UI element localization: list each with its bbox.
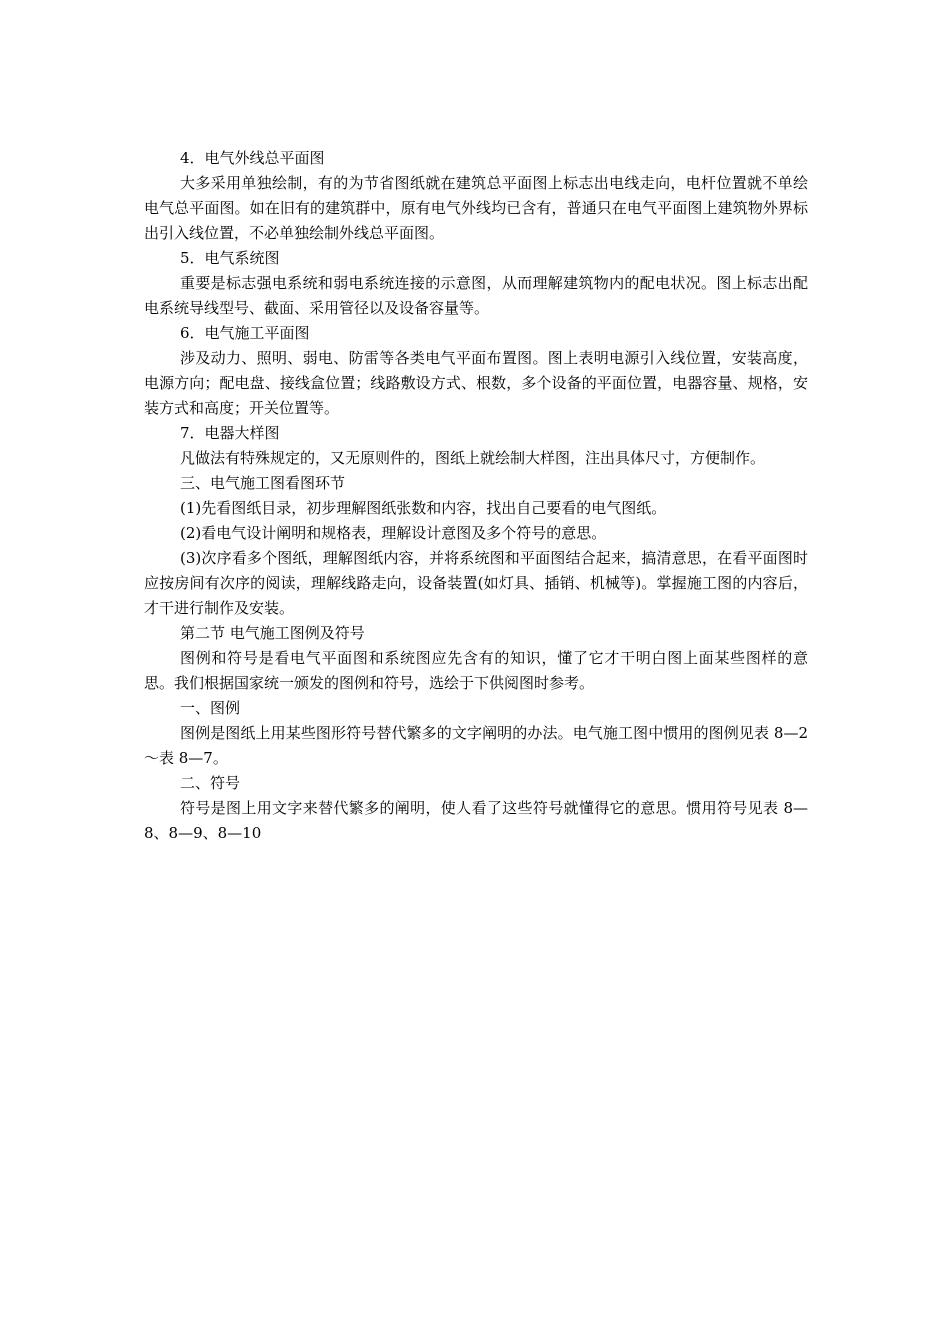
- heading-outdoor-line-plan: 4．电气外线总平面图: [180, 149, 325, 167]
- heading-legend: 一、图例: [180, 699, 241, 717]
- paragraph-detail-drawing: 凡做法有特殊规定的，又无原则件的，图纸上就绘制大样图，注出具体尺寸，方便制作。: [180, 449, 766, 467]
- list-item-step-1: (1)先看图纸目录，初步理解图纸张数和内容，找出自己要看的电气图纸。: [180, 499, 667, 517]
- paragraph-legend: 图例是图纸上用某些图形符号替代繁多的文字阐明的办法。电气施工图中惯用的图例见表 8—2～表 8—7。: [144, 724, 808, 767]
- document-body: [144, 146, 808, 846]
- list-item-step-2: (2)看电气设计阐明和规格表，理解设计意图及多个符号的意思。: [180, 524, 607, 542]
- section-heading-legend-symbols: 第二节 电气施工图例及符号: [180, 624, 365, 642]
- paragraph-legend-intro: 图例和符号是看电气平面图和系统图应先含有的知识，懂了它才干明白图上面某些图样的意思。我们根据国家统一颁发的图例和符号，选绘于下供阅图时参考。: [144, 649, 808, 692]
- heading-reading-steps: 三、电气施工图看图环节: [180, 474, 346, 492]
- paragraph-symbols: 符号是图上用文字来替代繁多的阐明，使人看了这些符号就懂得它的意思。惯用符号见表 8—8、8—9、8—10: [144, 799, 808, 842]
- heading-construction-plan: 6．电气施工平面图: [180, 324, 310, 342]
- list-item-step-3: (3)次序看多个图纸，理解图纸内容，并将系统图和平面图结合起来，搞清意思，在看平面图时应按房间有次序的阅读，理解线路走向，设备装置(如灯具、插销、机械等)。掌握施工图的内容后，才干进行制作及安装。: [144, 549, 808, 617]
- paragraph-construction-plan: 涉及动力、照明、弱电、防雷等各类电气平面布置图。图上表明电源引入线位置，安装高度，电源方向；配电盘、接线盒位置；线路敷设方式、根数，多个设备的平面位置，电器容量、规格，安装方式和高度；开关位置等。: [144, 349, 808, 417]
- heading-symbols: 二、符号: [180, 774, 241, 792]
- paragraph-outdoor-line-plan: 大多采用单独绘制，有的为节省图纸就在建筑总平面图上标志出电线走向，电杆位置就不单绘电气总平面图。如在旧有的建筑群中，原有电气外线均已含有，普通只在电气平面图上建筑物外界标出引入线位置，不必单独绘制外线总平面图。: [144, 174, 808, 242]
- heading-system-diagram: 5．电气系统图: [180, 249, 280, 267]
- paragraph-system-diagram: 重要是标志强电系统和弱电系统连接的示意图，从而理解建筑物内的配电状况。图上标志出配电系统导线型号、截面、采用管径以及设备容量等。: [144, 274, 808, 317]
- heading-detail-drawing: 7．电器大样图: [180, 424, 280, 442]
